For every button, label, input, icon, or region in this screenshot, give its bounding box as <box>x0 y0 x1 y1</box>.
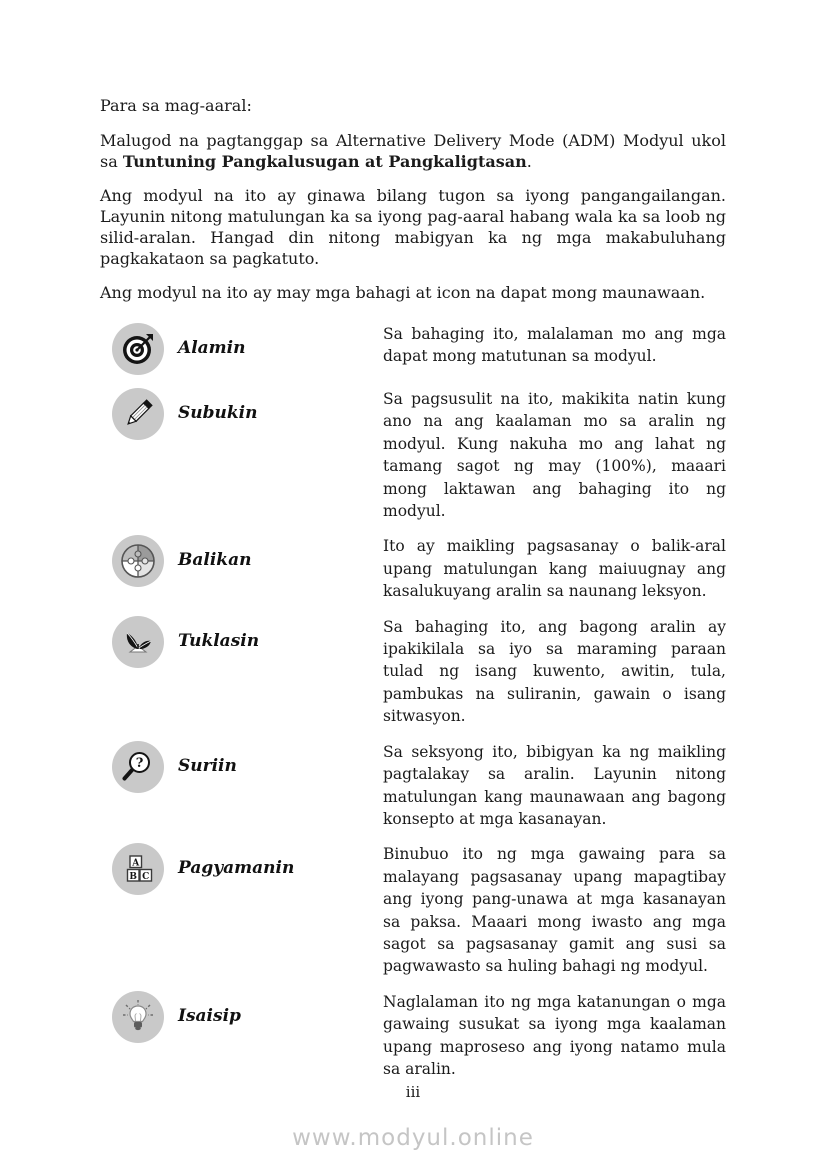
section-description: Sa bahaging ito, malalaman mo ang mga dapat mong matutunan sa modyul. <box>383 325 726 366</box>
salutation-text: Para sa mag-aaral: <box>100 96 252 115</box>
abc-blocks-icon <box>112 843 164 895</box>
module-title-bold: Tuntuning Pangkalusugan at Pangkaligtasan <box>122 152 527 171</box>
svg-text:A: A <box>132 858 140 869</box>
icons-note: Ang modyul na ito ay may mga bahagi at icon na dapat mong maunawaan. <box>100 283 706 302</box>
target-dart-icon <box>112 323 164 375</box>
puzzle-icon <box>112 535 164 587</box>
section-label: Suriin <box>178 755 237 776</box>
page-number: iii <box>405 1083 421 1101</box>
section-description: Ito ay maikling pagsasanay o balik-aral upang matulungan kang maiuugnay ang kasalukuyang aralin sa naunang leksyon. <box>383 537 726 601</box>
section-row-pagyamanin <box>112 843 726 977</box>
section-label: Subukin <box>178 403 258 423</box>
section-row-isaisip <box>112 991 726 1081</box>
section-label: Alamin <box>178 338 246 358</box>
section-label: Isaisip <box>178 1005 241 1026</box>
section-row-suriin <box>112 741 726 831</box>
section-row-alamin <box>112 323 726 375</box>
section-row-tuklasin <box>112 616 726 728</box>
welcome-suffix: . <box>526 152 532 171</box>
magnifier-question-icon <box>112 741 164 793</box>
welcome-text: Malugod na pagtanggap sa Alternative Delivery Mode (ADM) Modyul ukol sa <box>100 131 726 171</box>
plant-icon <box>112 616 164 668</box>
section-list <box>100 323 726 1080</box>
watermark-url: www.modyul.online <box>292 1125 534 1151</box>
section-description: Naglalaman ito ng mga katanungan o mga gawaing susukat sa iyong mga kaalaman upang maproseso ang iyong natamo mula sa aralin. <box>383 992 726 1078</box>
section-description: Sa seksyong ito, bibigyan ka ng maikling pagtalakay sa aralin. Layunin nitong matulungan kang maunawaan ang bagong konsepto at mga kasanayan. <box>383 742 726 828</box>
intro-paragraph: Ang modyul na ito ay ginawa bilang tugon sa iyong pangangailangan. Layunin nitong matulungan ka sa iyong pag-aaral habang wala ka sa loob ng silid-aralan. Hangad din nitong mabigyan ka ng mga makabuluhang pagkakataon sa pagkatuto. <box>100 186 726 268</box>
section-description: Sa pagsusulit na ito, makikita natin kung ano na ang kaalaman mo sa aralin ng modyul. Kung nakuha mo ang lahat ng tamang sagot ng may (100%), maaari mong laktawan ang bahaging ito ng modyul. <box>383 390 726 521</box>
section-label: Pagyamanin <box>178 858 295 879</box>
svg-text:B: B <box>129 872 138 883</box>
svg-text:C: C <box>142 872 150 883</box>
section-label: Tuklasin <box>178 630 260 651</box>
section-row-subukin <box>112 388 726 522</box>
section-description: Binubuo ito ng mga gawaing para sa malayang pagsasanay upang mapagtibay ang iyong pang-unawa at mga kasanayan sa paksa. Maaari mong iwasto ang mga sagot sa pagsasanay gamit ang susi sa pagwawasto sa huling bahagi ng modyul. <box>383 845 726 976</box>
lightbulb-icon <box>112 991 164 1043</box>
pencil-icon <box>112 388 164 440</box>
welcome-paragraph <box>100 130 726 172</box>
svg-text:?: ? <box>135 755 144 771</box>
section-row-balikan <box>112 535 726 602</box>
section-description: Sa bahaging ito, ang bagong aralin ay ipakikilala sa iyo sa maraming paraan tulad ng isang kuwento, awitin, tula, pambukas na suliranin, gawain o isang sitwasyon. <box>383 617 726 726</box>
section-label: Balikan <box>178 550 252 571</box>
